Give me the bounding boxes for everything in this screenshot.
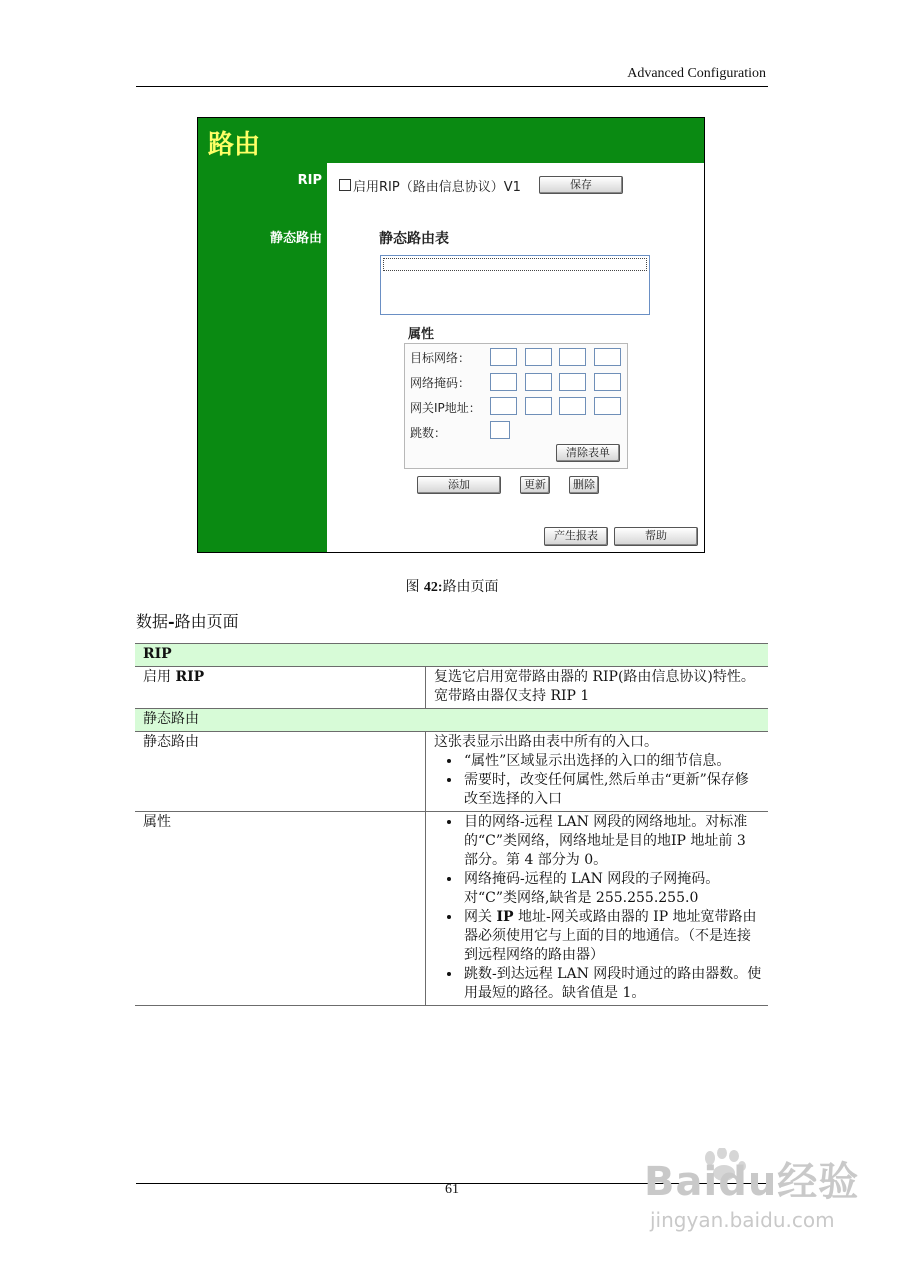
- gateway-bullet-bold: IP: [496, 909, 514, 925]
- caption-prefix: 图: [405, 579, 424, 595]
- static-route-table-title: 静态路由表: [379, 231, 449, 247]
- list-item: • 网络掩码-远程的 LAN 网段的子网掩码。对“C”类网络,缺省是 255.255.255.0: [462, 870, 762, 908]
- add-button[interactable]: 添加: [417, 476, 501, 494]
- save-button[interactable]: 保存: [539, 176, 623, 194]
- subheading-dash: -: [168, 612, 175, 631]
- list-item: • 目的网络-远程 LAN 网段的网络地址。对标准的“C”类网络，网络地址是目的地IP 地址前 3 部分。第 4 部分为 0。: [462, 813, 762, 870]
- delete-button[interactable]: 删除: [569, 476, 599, 494]
- screenshot-page-title: 路由: [208, 130, 261, 160]
- list-item: • 需要时，改变任何属性,然后单击“更新”保存修改至选择的入口: [462, 771, 762, 809]
- static-route-label: 静态路由: [269, 231, 322, 246]
- table-row: [135, 667, 768, 709]
- netmask-octet-1[interactable]: [490, 373, 517, 391]
- gateway-ip-label: 网关IP地址：: [410, 401, 481, 415]
- row-label-bold: RIP: [175, 669, 205, 685]
- enable-rip-text: 启用RIP（路由信息协议）V1: [353, 180, 521, 195]
- row-label-prefix: 启用: [143, 669, 176, 685]
- update-button[interactable]: 更新: [520, 476, 550, 494]
- figure-caption: [0, 576, 904, 596]
- table-section-row: [135, 644, 768, 667]
- clear-form-button[interactable]: 清除表单: [556, 444, 620, 462]
- header-rule: [136, 86, 768, 87]
- green-title-band: [198, 118, 704, 163]
- watermark: [644, 1150, 860, 1232]
- rip-desc-line-2: 宽带路由器仅支持 RIP 1: [434, 688, 590, 704]
- table-row: [135, 732, 768, 812]
- row-label-enable-rip: [135, 667, 426, 709]
- help-button[interactable]: 帮助: [614, 527, 698, 546]
- gateway-octet-1[interactable]: [490, 397, 517, 415]
- section-static-route: 静态路由: [135, 709, 768, 732]
- hops-label: 跳数：: [410, 426, 447, 440]
- list-item: • “属性”区域显示出选择的入口的细节信息。: [462, 752, 762, 771]
- dest-network-label: 目标网络：: [410, 351, 471, 365]
- generate-report-button[interactable]: 产生报表: [544, 527, 608, 546]
- netmask-octet-4[interactable]: [594, 373, 621, 391]
- router-config-screenshot: [197, 117, 705, 553]
- gateway-octet-3[interactable]: [559, 397, 586, 415]
- dest-network-octet-3[interactable]: [559, 348, 586, 366]
- hops-input[interactable]: [490, 421, 510, 439]
- row-label-static-route: 静态路由: [135, 732, 426, 812]
- watermark-url: jingyan.baidu.com: [650, 1208, 835, 1232]
- static-route-list[interactable]: [380, 255, 650, 315]
- section-subheading: [136, 609, 239, 632]
- row-desc-static-route: [426, 732, 769, 812]
- page-number: 61: [445, 1182, 459, 1197]
- enable-rip-checkbox[interactable]: [339, 179, 351, 191]
- static-bullets: [434, 752, 762, 809]
- caption-number: 42:: [423, 580, 443, 595]
- properties-bullets: [434, 813, 762, 1003]
- list-item: • 跳数-到达远程 LAN 网段时通过的路由器数。使用最短的路径。缺省值是 1。: [462, 965, 762, 1003]
- static-desc-line: 这张表显示出路由表中所有的入口。: [434, 734, 658, 750]
- table-section-row: [135, 709, 768, 732]
- running-header: Advanced Configuration: [627, 66, 766, 81]
- dest-network-octet-4[interactable]: [594, 348, 621, 366]
- list-selection: [383, 258, 647, 271]
- subheading-part1: 数据: [136, 612, 169, 631]
- netmask-label: 网络掩码：: [410, 376, 471, 390]
- section-rip: RIP: [135, 644, 768, 667]
- gateway-bullet-post: 地址-网关或路由器的 IP 地址宽带路由器必须使用它与上面的目的地通信。（不是连接到远程网络的路由器）: [464, 909, 757, 963]
- rip-label: RIP: [297, 173, 322, 188]
- dest-network-octet-2[interactable]: [525, 348, 552, 366]
- rip-desc-line-1: 复选它启用宽带路由器的 RIP(路由信息协议)特性。: [434, 669, 755, 685]
- caption-text: 路由页面: [442, 579, 499, 595]
- field-description-table: [135, 643, 768, 1006]
- gateway-octet-2[interactable]: [525, 397, 552, 415]
- row-desc-enable-rip: [426, 667, 769, 709]
- properties-title: 属性: [408, 327, 435, 342]
- table-row: [135, 812, 768, 1006]
- row-desc-properties: [426, 812, 769, 1006]
- watermark-logo-text: Baidu经验: [644, 1159, 860, 1205]
- gateway-octet-4[interactable]: [594, 397, 621, 415]
- netmask-octet-3[interactable]: [559, 373, 586, 391]
- gateway-bullet-pre: 网关: [464, 909, 497, 925]
- dest-network-octet-1[interactable]: [490, 348, 517, 366]
- netmask-octet-2[interactable]: [525, 373, 552, 391]
- row-label-properties: 属性: [135, 812, 426, 1006]
- list-item: [462, 908, 762, 965]
- subheading-part2: 路由页面: [174, 612, 239, 631]
